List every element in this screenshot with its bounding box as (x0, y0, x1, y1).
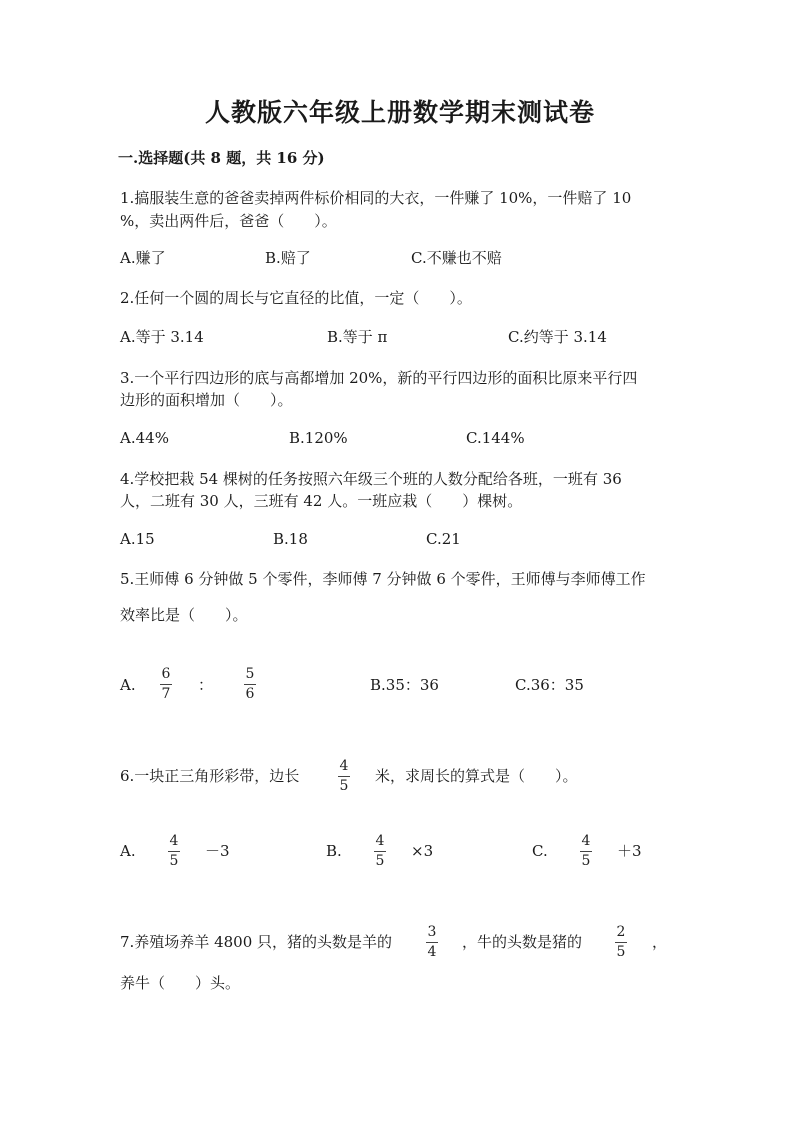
denominator: 5 (375, 853, 385, 869)
fraction-bar (338, 776, 350, 777)
fraction (338, 759, 350, 794)
option-b[interactable]: B.赔了 (265, 249, 311, 267)
question-text: ，牛的头数是猪的 (462, 933, 583, 951)
option-b[interactable]: B.等于 π (327, 328, 388, 346)
question-text: 2.任何一个圆的周长与它直径的比值，一定（ ）。 (120, 289, 472, 307)
option-label: C. (532, 842, 548, 860)
question-text: 1.搞服装生意的爸爸卖掉两件标价相同的大衣，一件赚了 10%，一件赔了 10 (120, 189, 632, 207)
numerator: 4 (169, 833, 179, 849)
question-text: 米，求周长的算式是（ ）。 (375, 767, 578, 785)
option-a[interactable]: A.等于 3.14 (120, 328, 204, 346)
question-text: ， (652, 933, 668, 951)
option-c[interactable]: C.约等于 3.14 (508, 328, 607, 346)
question-text: 3.一个平行四边形的底与高都增加 20%，新的平行四边形的面积比原来平行四 (120, 369, 638, 387)
option-c[interactable]: C.不赚也不赔 (411, 249, 502, 267)
fraction-bar (168, 851, 180, 852)
fraction (244, 667, 256, 702)
fraction-bar (580, 851, 592, 852)
question-text: 5.王师傅 6 分钟做 5 个零件，李师傅 7 分钟做 6 个零件，王师傅与李师傅工作 (120, 570, 646, 588)
fraction-bar (244, 684, 256, 685)
denominator: 5 (581, 853, 591, 869)
option-label: B. (326, 842, 342, 860)
question-text: 7.养殖场养羊 4800 只，猪的头数是羊的 (120, 933, 393, 951)
ratio-colon: ： (198, 676, 214, 694)
option-c[interactable]: C.144% (466, 429, 525, 447)
question-text: 6.一块正三角形彩带，边长 (120, 767, 300, 785)
page-title: 人教版六年级上册数学期末测试卷 (204, 98, 595, 127)
operation: ＋3 (617, 842, 642, 860)
option-a[interactable]: A.44% (120, 429, 169, 447)
fraction (615, 925, 627, 960)
numerator: 4 (375, 833, 385, 849)
denominator: 6 (245, 686, 255, 702)
option-a[interactable]: A.赚了 (120, 249, 166, 267)
numerator: 5 (245, 666, 255, 682)
fraction (160, 667, 172, 702)
fraction (374, 834, 386, 869)
fraction (580, 834, 592, 869)
numerator: 6 (161, 666, 171, 682)
section-heading: 一.选择题(共 8 题，共 16 分) (118, 149, 325, 167)
operation: ×3 (411, 842, 434, 860)
option-label: A. (120, 676, 136, 694)
question-text: %，卖出两件后，爸爸（ ）。 (120, 212, 337, 230)
denominator: 7 (161, 686, 171, 702)
question-text: 效率比是（ ）。 (120, 606, 248, 624)
numerator: 2 (616, 924, 626, 940)
option-b[interactable]: B.35：36 (370, 676, 439, 694)
fraction-bar (615, 942, 627, 943)
fraction-bar (426, 942, 438, 943)
option-b[interactable]: B.18 (273, 530, 308, 548)
denominator: 5 (616, 944, 626, 960)
option-label: A. (120, 842, 136, 860)
numerator: 4 (581, 833, 591, 849)
option-c[interactable]: C.21 (426, 530, 461, 548)
question-text: 边形的面积增加（ ）。 (120, 391, 293, 409)
denominator: 5 (169, 853, 179, 869)
fraction (168, 834, 180, 869)
numerator: 3 (427, 924, 437, 940)
fraction (426, 925, 438, 960)
numerator: 4 (339, 758, 349, 774)
question-text: 人，二班有 30 人，三班有 42 人。一班应栽（ ）棵树。 (120, 492, 523, 510)
denominator: 5 (339, 778, 349, 794)
option-b[interactable]: B.120% (289, 429, 348, 447)
question-text: 4.学校把栽 54 棵树的任务按照六年级三个班的人数分配给各班，一班有 36 (120, 470, 622, 488)
operation: －3 (205, 842, 230, 860)
fraction-bar (374, 851, 386, 852)
question-text: 养牛（ ）头。 (120, 974, 241, 992)
denominator: 4 (427, 944, 437, 960)
option-c[interactable]: C.36：35 (515, 676, 584, 694)
fraction-bar (160, 684, 172, 685)
option-a[interactable]: A.15 (120, 530, 155, 548)
